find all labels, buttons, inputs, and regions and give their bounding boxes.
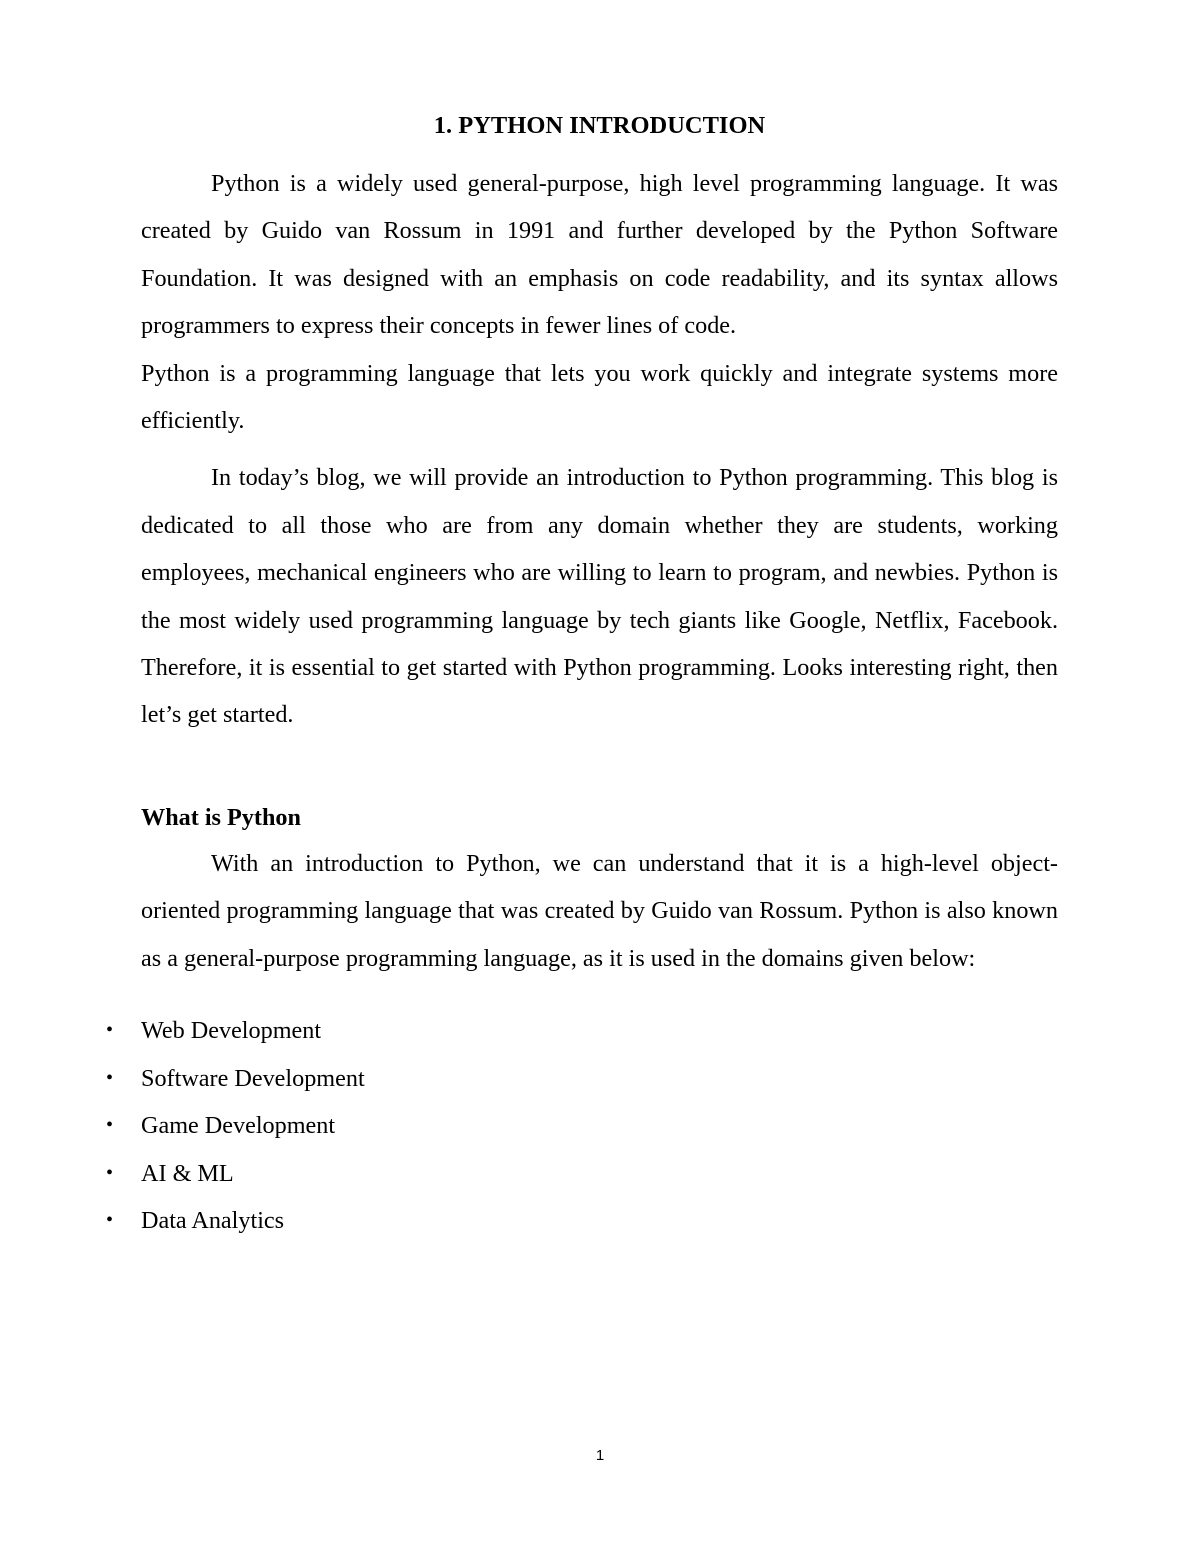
document-title: 1. PYTHON INTRODUCTION (433, 112, 766, 139)
bullet-icon: • (106, 1114, 114, 1137)
list-item (106, 1102, 1058, 1150)
domains-list (106, 1007, 1058, 1245)
list-item-label: Game Development (141, 1112, 336, 1140)
bullet-icon: • (106, 1019, 114, 1042)
section-heading: What is Python (141, 803, 301, 831)
section-paragraph: With an introduction to Python, we can understand that it is a high-level object-oriented programming language that was created by Guido van Rossum. Python is also known as a general-purpose programming language, as it is used in the domains given below: (141, 849, 1058, 972)
bullet-icon: • (106, 1161, 114, 1184)
list-item-label: Software Development (141, 1064, 365, 1092)
list-item (106, 1197, 1058, 1245)
bullet-icon: • (106, 1066, 114, 1089)
list-item (106, 1007, 1058, 1055)
page-number: 1 (595, 1447, 605, 1464)
bullet-icon: • (106, 1209, 114, 1232)
summary-paragraph: Python is a programming language that lets you work quickly and integrate systems more efficiently. (141, 359, 1058, 435)
list-item-label: AI & ML (141, 1159, 234, 1187)
list-item (106, 1150, 1058, 1198)
intro-paragraph: Python is a widely used general-purpose, high level programming language. It was created by Guido van Rossum in 1991 and further developed by the Python Software Foundation. It was designed with an emphasis on code readability, and its syntax allows programmers to express their concepts in fewer lines of code. (141, 170, 1058, 340)
list-item-label: Web Development (141, 1017, 322, 1045)
blog-paragraph: In today’s blog, we will provide an introduction to Python programming. This blog is dedicated to all those who are from any domain whether they are students, working employees, mechanical engineers who are willing to learn to program, and newbies. Python is the most widely used programming language by tech giants like Google, Netflix, Facebook. Therefore, it is essential to get started with Python programming. Looks interesting right, then let’s get started. (141, 464, 1058, 729)
list-item (106, 1055, 1058, 1103)
list-item-label: Data Analytics (141, 1207, 285, 1235)
page-content (106, 108, 1058, 1245)
